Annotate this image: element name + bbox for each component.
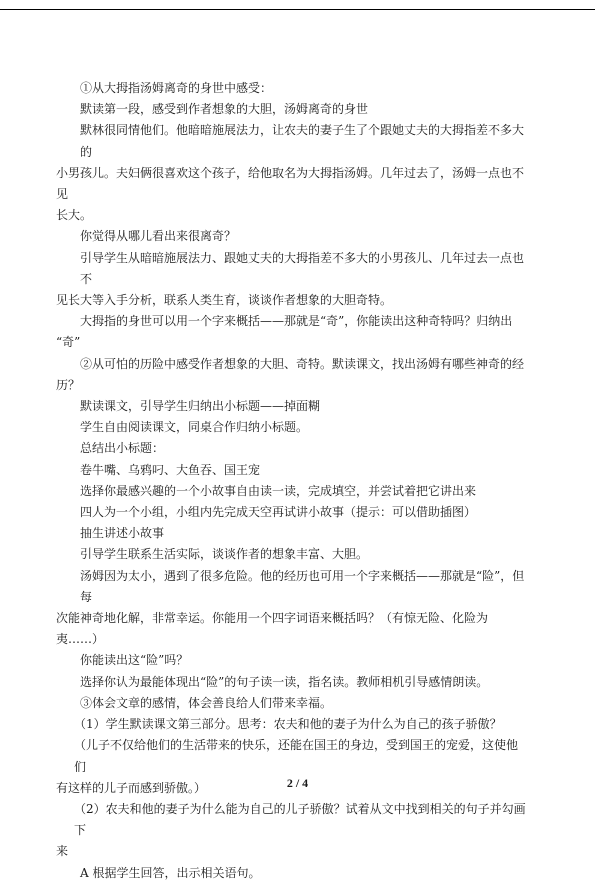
paragraph: 来 bbox=[56, 844, 69, 859]
paragraph: （2）农夫和他的妻子为什么能为自己的儿子骄傲？试着从文中找到相关的句子并勾画下 bbox=[74, 801, 526, 838]
paragraph: 引导学生从暗暗施展法力、跟她丈夫的大拇指差不多大的小男孩儿、几年过去一点也不 bbox=[80, 250, 525, 286]
paragraph: A 根据学生回答，出示相关语句。 bbox=[80, 865, 261, 880]
paragraph: 汤姆因为太小，遇到了很多危险。他的经历也可用一个字来概括——那就是“险”，但每 bbox=[80, 568, 525, 604]
paragraph: ③体会文章的感情，体会善良给人们带来幸福。 bbox=[80, 695, 333, 710]
paragraph: 选择你最感兴趣的一个小故事自由读一读，完成填空，并尝试着把它讲出来 bbox=[80, 483, 477, 498]
paragraph: 抽生讲述小故事 bbox=[80, 526, 165, 541]
paragraph: 引导学生联系生活实际，谈谈作者的想象丰富、大胆。 bbox=[80, 547, 369, 562]
paragraph: 选择你认为最能体现出“险”的句子读一读，指名读。教师相机引导感情朗读。 bbox=[80, 674, 489, 689]
paragraph: 卷牛嘴、乌鸦叼、大鱼吞、国王宠 bbox=[80, 462, 261, 477]
paragraph: （1）学生默读课文第三部分。思考：农夫和他的妻子为什么为自己的孩子骄傲？ bbox=[74, 717, 502, 732]
paragraph: ①从大拇指汤姆离奇的身世中感受： bbox=[80, 81, 273, 95]
paragraph: 总结出小标题： bbox=[80, 441, 165, 456]
paragraph: 你觉得从哪儿看出来很离奇？ bbox=[80, 229, 237, 244]
header-rule bbox=[0, 9, 595, 10]
paragraph: （儿子不仅给他们的生活带来的快乐，还能在国王的身边，受到国王的宠爱，这使他们 bbox=[74, 738, 519, 774]
paragraph: 学生自由阅读课文，同桌合作归纳小标题。 bbox=[80, 420, 309, 435]
paragraph: ②从可怕的历险中感受作者想象的大胆、奇特。默读课文，找出汤姆有哪些神奇的经 bbox=[80, 356, 525, 371]
paragraph: 你能读出这“险”吗？ bbox=[80, 653, 189, 668]
document-body bbox=[56, 78, 526, 884]
paragraph: 次能神奇地化解，非常幸运。你能用一个四字词语来概括吗？（有惊无险、化险为夷……） bbox=[56, 611, 489, 647]
paragraph: 长大。 bbox=[56, 208, 93, 223]
paragraph: 默读第一段，感受到作者想象的大胆，汤姆离奇的身世 bbox=[80, 102, 369, 117]
paragraph: 大拇指的身世可以用一个字来概括——那就是“奇”，你能读出这种奇特吗？归纳出 bbox=[80, 314, 513, 329]
paragraph: 历？ bbox=[56, 377, 81, 392]
page-number: 2 / 4 bbox=[286, 776, 309, 790]
paragraph: “奇” bbox=[56, 335, 81, 350]
paragraph: 四人为一个小组，小组内先完成天空再试讲小故事（提示：可以借助插图） bbox=[80, 505, 477, 520]
paragraph: 默读课文，引导学生归纳出小标题——掉面糊 bbox=[80, 399, 321, 414]
paragraph: 有这样的儿子而感到骄傲。） bbox=[56, 780, 207, 795]
paragraph: 见长大等入手分析，联系人类生育，谈谈作者想象的大胆奇特。 bbox=[56, 293, 393, 308]
paragraph: 默林很同情他们。他暗暗施展法力，让农夫的妻子生了个跟她丈夫的大拇指差不多大的 bbox=[80, 123, 525, 159]
paragraph: 小男孩儿。夫妇俩很喜欢这个孩子，给他取名为大拇指汤姆。几年过去了，汤姆一点也不见 bbox=[56, 165, 525, 202]
